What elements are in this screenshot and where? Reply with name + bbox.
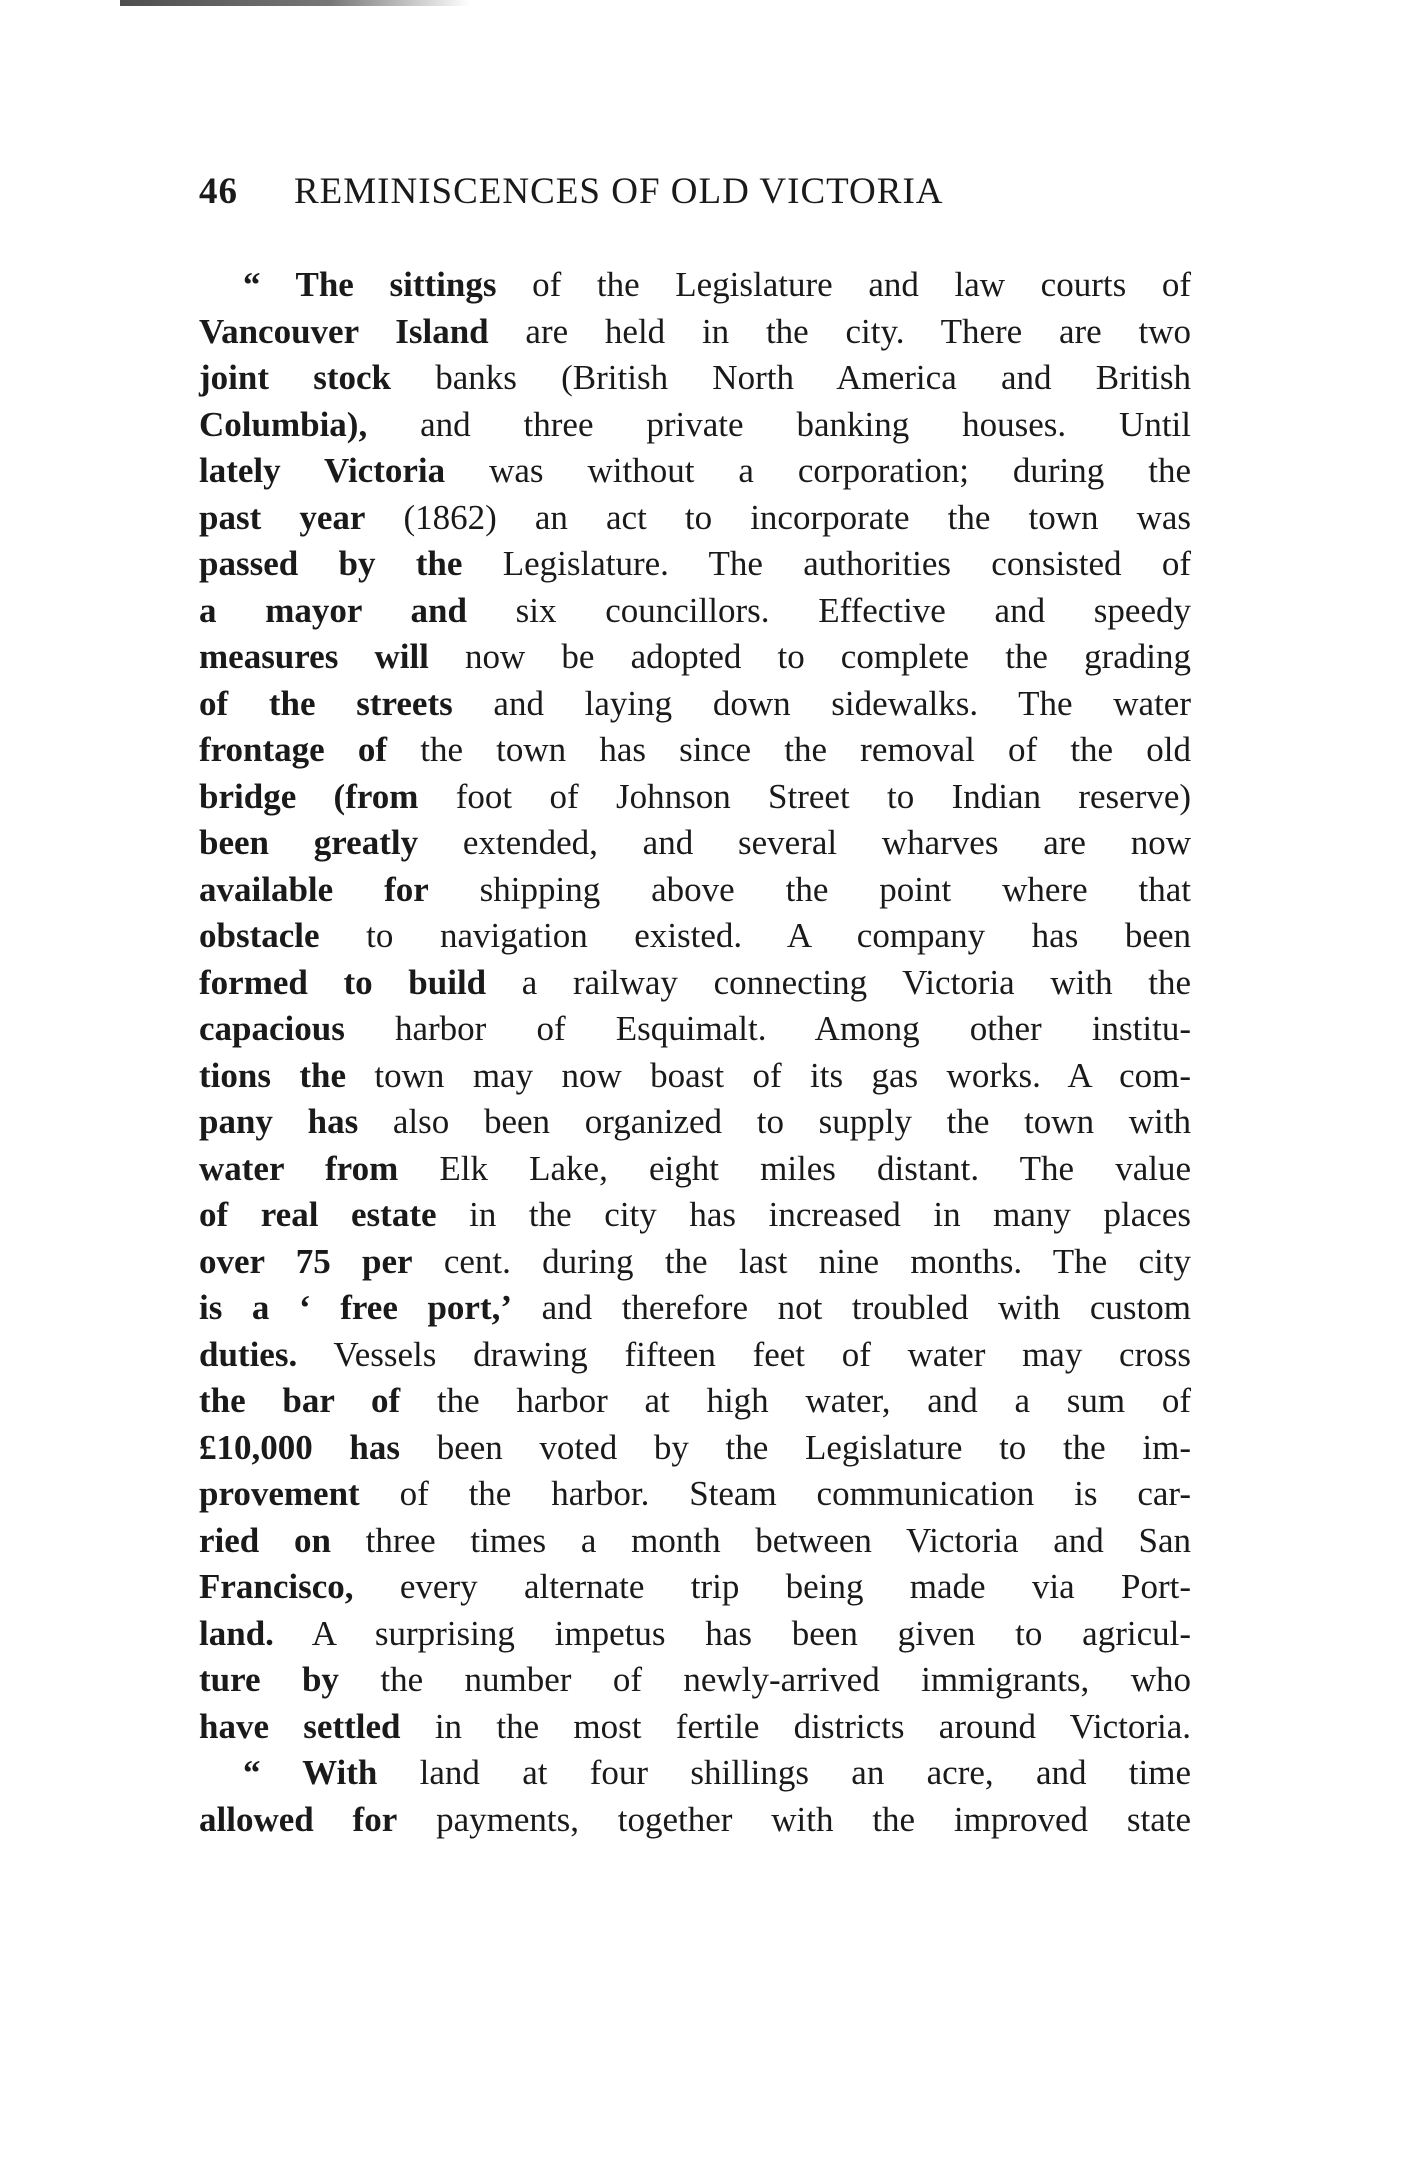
- text-line: [199, 1471, 1191, 1518]
- text-line: [199, 634, 1191, 681]
- bold-text: lately Victoria: [199, 451, 446, 490]
- plain-text: Legislature. The authorities consisted of: [462, 544, 1192, 583]
- plain-text: the town has since the removal of the old: [387, 730, 1191, 769]
- bold-text: is a ‘ free port,’: [199, 1288, 512, 1327]
- bold-text: frontage of: [199, 730, 388, 769]
- plain-text: every alternate trip being made via Port-: [353, 1567, 1191, 1606]
- plain-text: and therefore not troubled with custom: [512, 1288, 1191, 1327]
- text-line: [199, 1053, 1191, 1100]
- text-line: [199, 820, 1191, 867]
- bold-text: land.: [199, 1613, 274, 1653]
- text-line: [199, 1425, 1191, 1472]
- bold-text: pany has: [199, 1102, 359, 1141]
- plain-text: Vessels drawing fifteen feet of water may cross: [297, 1334, 1191, 1374]
- text-line: [199, 1006, 1191, 1053]
- text-line: [199, 774, 1191, 821]
- bold-text: available for: [199, 869, 429, 909]
- bold-text: of real estate: [199, 1195, 437, 1234]
- bold-text: provement: [199, 1474, 360, 1513]
- text-line: [199, 262, 1191, 309]
- text-line: [199, 448, 1191, 495]
- bold-text: water from: [199, 1148, 399, 1188]
- bold-text: Vancouver Island: [199, 311, 489, 351]
- text-line: [199, 588, 1191, 635]
- plain-text: of the harbor. Steam communication is car-: [359, 1474, 1191, 1513]
- bold-text: allowed for: [199, 1799, 398, 1839]
- text-line: [199, 355, 1191, 402]
- plain-text: extended, and several wharves are now: [418, 823, 1191, 862]
- bold-text: past year: [199, 497, 366, 537]
- plain-text: town may now boast of its gas works. A com-: [346, 1055, 1191, 1095]
- bold-text: “ The sittings: [243, 265, 497, 304]
- bold-text: ture by: [199, 1660, 339, 1699]
- plain-text: (1862) an act to incorporate the town was: [365, 497, 1192, 537]
- bold-text: have settled: [199, 1706, 401, 1746]
- text-line: [199, 727, 1191, 774]
- text-line: [199, 1239, 1191, 1286]
- text-line: [199, 1564, 1191, 1611]
- running-header: [199, 170, 1114, 216]
- plain-text: are held in the city. There are two: [488, 311, 1191, 351]
- plain-text: A surprising impetus has been given to agricul-: [273, 1613, 1191, 1653]
- plain-text: in the city has increased in many places: [436, 1195, 1191, 1234]
- bold-text: bridge (from: [199, 776, 419, 816]
- bold-text: a mayor and: [199, 590, 467, 630]
- bold-text: tions the: [199, 1055, 347, 1095]
- text-line: [199, 1285, 1191, 1332]
- text-line: [199, 867, 1191, 914]
- text-line: [199, 495, 1191, 542]
- text-line: [199, 1750, 1191, 1797]
- plain-text: three times a month between Victoria and San: [330, 1520, 1191, 1560]
- text-line: [199, 1611, 1191, 1658]
- text-line: [199, 960, 1191, 1007]
- bold-text: the bar of: [199, 1381, 401, 1420]
- plain-text: was without a corporation; during the: [445, 451, 1192, 490]
- text-line: [199, 681, 1191, 728]
- plain-text: Elk Lake, eight miles distant. The value: [398, 1148, 1191, 1188]
- plain-text: the number of newly-arrived immigrants, who: [338, 1660, 1191, 1699]
- page-body-text: [199, 262, 1191, 1843]
- plain-text: harbor of Esquimalt. Among other institu-: [344, 1009, 1191, 1048]
- text-line: [199, 309, 1191, 356]
- plain-text: payments, together with the improved state: [397, 1799, 1191, 1839]
- plain-text: a railway connecting Victoria with the: [486, 962, 1191, 1002]
- plain-text: six councillors. Effective and speedy: [466, 590, 1191, 630]
- plain-text: the harbor at high water, and a sum of: [400, 1381, 1191, 1420]
- bold-text: over 75 per: [199, 1241, 413, 1281]
- text-line: [199, 1518, 1191, 1565]
- plain-text: been voted by the Legislature to the im-: [400, 1427, 1191, 1467]
- bold-text: capacious: [199, 1009, 345, 1048]
- bold-text: measures will: [199, 637, 429, 676]
- bold-text: £10,000 has: [199, 1427, 401, 1467]
- text-line: [199, 1657, 1191, 1704]
- bold-text: obstacle: [199, 916, 320, 955]
- plain-text: foot of Johnson Street to Indian reserve): [418, 776, 1192, 816]
- plain-text: to navigation existed. A company has been: [319, 916, 1191, 955]
- plain-text: now be adopted to complete the grading: [428, 637, 1191, 676]
- bold-text: ried on: [199, 1520, 331, 1560]
- bold-text: Francisco,: [199, 1567, 354, 1606]
- text-line: [199, 1797, 1191, 1844]
- bold-text: joint stock: [199, 358, 392, 397]
- plain-text: and laying down sidewalks. The water: [452, 683, 1191, 723]
- plain-text: in the most fertile districts around Victoria.: [400, 1706, 1191, 1746]
- plain-text: and three private banking houses. Until: [367, 404, 1191, 444]
- text-line: [199, 1146, 1191, 1193]
- text-line: [199, 913, 1191, 960]
- text-line: [199, 402, 1191, 449]
- page-number: 46: [199, 171, 238, 212]
- bold-text: Columbia),: [199, 404, 368, 444]
- plain-text: shipping above the point where that: [428, 869, 1191, 909]
- text-line: [199, 1332, 1191, 1379]
- text-line: [199, 541, 1191, 588]
- bold-text: duties.: [199, 1334, 298, 1374]
- text-line: [199, 1099, 1191, 1146]
- bold-text: passed by the: [199, 544, 463, 583]
- bold-text: been greatly: [199, 823, 419, 862]
- plain-text: of the Legislature and law courts of: [496, 265, 1191, 304]
- bold-text: “ With: [243, 1753, 378, 1792]
- plain-text: also been organized to supply the town with: [358, 1102, 1191, 1141]
- text-line: [199, 1704, 1191, 1751]
- scan-artifact: [120, 0, 470, 6]
- plain-text: cent. during the last nine months. The city: [412, 1241, 1191, 1281]
- text-line: [199, 1192, 1191, 1239]
- plain-text: banks (British North America and British: [391, 358, 1192, 397]
- running-title: REMINISCENCES OF OLD VICTORIA: [294, 171, 944, 212]
- text-line: [199, 1378, 1191, 1425]
- bold-text: of the streets: [199, 683, 453, 723]
- bold-text: formed to build: [199, 962, 487, 1002]
- plain-text: land at four shillings an acre, and time: [377, 1753, 1191, 1792]
